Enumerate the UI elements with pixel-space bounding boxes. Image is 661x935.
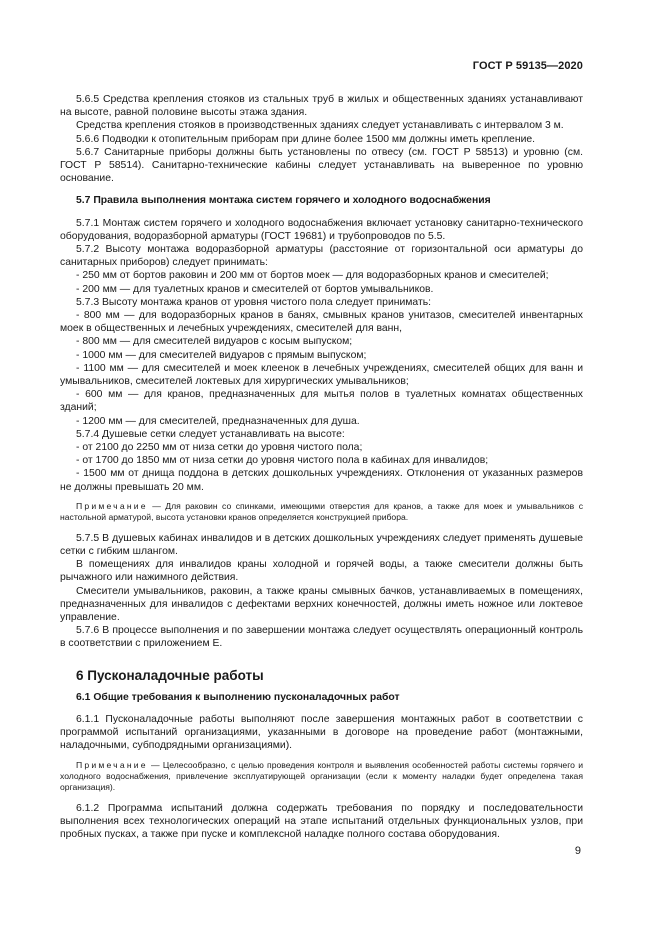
list-item: - от 1700 до 1850 мм от низа сетки до уровня чистого пола в кабинах для инвалидов; bbox=[76, 455, 489, 467]
paragraph: 5.7.3 Высоту монтажа кранов от уровня чистого пола следует принимать: bbox=[76, 296, 432, 308]
paragraph: В помещениях для инвалидов краны холодной и горячей воды, а также смесители должны быть рычажного или нажимного действия. bbox=[60, 559, 583, 584]
section-heading-6: 6 Пусконаладочные работы bbox=[76, 667, 264, 683]
list-item: - 800 мм — для водоразборных кранов в банях, смывных кранов унитазов, смесителей инвентарных моек в общественных и лечебных учреждениях, смесителей для ванн, bbox=[60, 310, 583, 335]
page-number: 9 bbox=[574, 845, 581, 857]
note-block bbox=[60, 760, 583, 794]
paragraph: 5.7.2 Высоту монтажа водоразборной арматуры (расстояние от горизонтальной оси арматуры до санитарных приборов) следует принимать: bbox=[60, 244, 583, 269]
note-text: — Целесообразно, с целью проведения контроля и выявления особенностей работы системы горячего и холодного водоснабжения, привлечение эксплуатирующей организации (если к моменту наладки будет определена такая организация). bbox=[60, 759, 583, 793]
page-body bbox=[60, 93, 583, 841]
paragraph: 5.7.4 Душевые сетки следует устанавливать на высоте: bbox=[76, 428, 345, 440]
list-item: - 1500 мм от днища поддона в детских дошкольных учреждениях. Отклонения от указанных размеров не должны превышать 20 мм. bbox=[60, 468, 583, 493]
paragraph: Смесители умывальников, раковин, а также краны смывных бачков, устанавливаемых в помещениях, предназначенных для инвалидов с дефектами верхних конечностей, должны иметь ножное или локтевое управление. bbox=[60, 585, 583, 623]
list-item: - 1200 мм — для смесителей, предназначенных для душа. bbox=[76, 415, 360, 427]
list-item: - от 2100 до 2250 мм от низа сетки до уровня чистого пола; bbox=[76, 442, 363, 454]
paragraph: 6.1.2 Программа испытаний должна содержать требования по порядку и последовательности выполнения всех технологических операций на этапе испытаний отдельных функциональных узлов, при пробных пусках, а также при пуске и комплексной наладке полного состава оборудования. bbox=[60, 802, 583, 841]
section-heading-5-7: 5.7 Правила выполнения монтажа систем горячего и холодного водоснабжения bbox=[76, 195, 491, 207]
paragraph: 5.7.1 Монтаж систем горячего и холодного водоснабжения включает установку санитарно-технического оборудования, водоразборной арматуры (ГОСТ 19681) и трубопроводов по 5.5. bbox=[60, 217, 583, 242]
note-label: Примечание bbox=[76, 759, 148, 770]
list-item: - 200 мм — для туалетных кранов и смесителей от бортов умывальников. bbox=[76, 283, 434, 295]
paragraph: 5.6.5 Средства крепления стояков из стальных труб в жилых и общественных зданиях устанавливают на высоте, равной половине высоты этажа здания. bbox=[60, 94, 583, 119]
paragraph: 5.6.6 Подводки к отопительным приборам при длине более 1500 мм должны иметь крепление. bbox=[76, 133, 536, 145]
list-item: - 800 мм — для смесителей видуаров с косым выпуском; bbox=[76, 336, 353, 348]
paragraph: 5.7.6 В процессе выполнения и по завершении монтажа следует осуществлять операционный контроль в соответствии с приложением Е. bbox=[60, 625, 583, 650]
paragraph: 5.7.5 В душевых кабинах инвалидов и в детских дошкольных учреждениях следует применять душевые сетки с гибким шлангом. bbox=[60, 532, 583, 557]
paragraph: 5.6.7 Санитарные приборы должны быть установлены по отвесу (см. ГОСТ Р 58513) и уровню (см. ГОСТ Р 58514). Санитарно-технические кабины следует устанавливать на выверенное по уровню основание. bbox=[60, 146, 583, 185]
note-label: Примечание bbox=[76, 500, 148, 511]
document-code-header: ГОСТ Р 59135—2020 bbox=[472, 60, 583, 72]
paragraph: Средства крепления стояков в производственных зданиях следует устанавливать с интервалом 3 м. bbox=[76, 120, 564, 132]
paragraph: 6.1.1 Пусконаладочные работы выполняют после завершения монтажных работ в соответствии с программой испытаний организациями, указанными в договоре на проведение работ (монтажными, наладочными, субподрядными организациями). bbox=[60, 713, 583, 752]
list-item: - 600 мм — для кранов, предназначенных для мытья полов в туалетных комнатах общественных зданий; bbox=[60, 389, 583, 414]
list-item: - 250 мм от бортов раковин и 200 мм от бортов моек — для водоразборных кранов и смесителей; bbox=[76, 270, 549, 282]
note-text: — Для раковин со спинками, имеющими отверстия для кранов, а также для моек и умывальников с настольной арматурой, высота установки кранов определяется конструкцией прибора. bbox=[60, 500, 583, 523]
list-item: - 1000 мм — для смесителей видуаров с прямым выпуском; bbox=[76, 349, 367, 361]
section-heading-6-1: 6.1 Общие требования к выполнению пусконаладочных работ bbox=[76, 691, 400, 703]
list-item: - 1100 мм — для смесителей и моек клеенок в лечебных учреждениях, смесителей общих для ванн и умывальников, смесителей локтевых для хирургических умывальников; bbox=[60, 362, 583, 388]
note-block bbox=[60, 501, 583, 524]
